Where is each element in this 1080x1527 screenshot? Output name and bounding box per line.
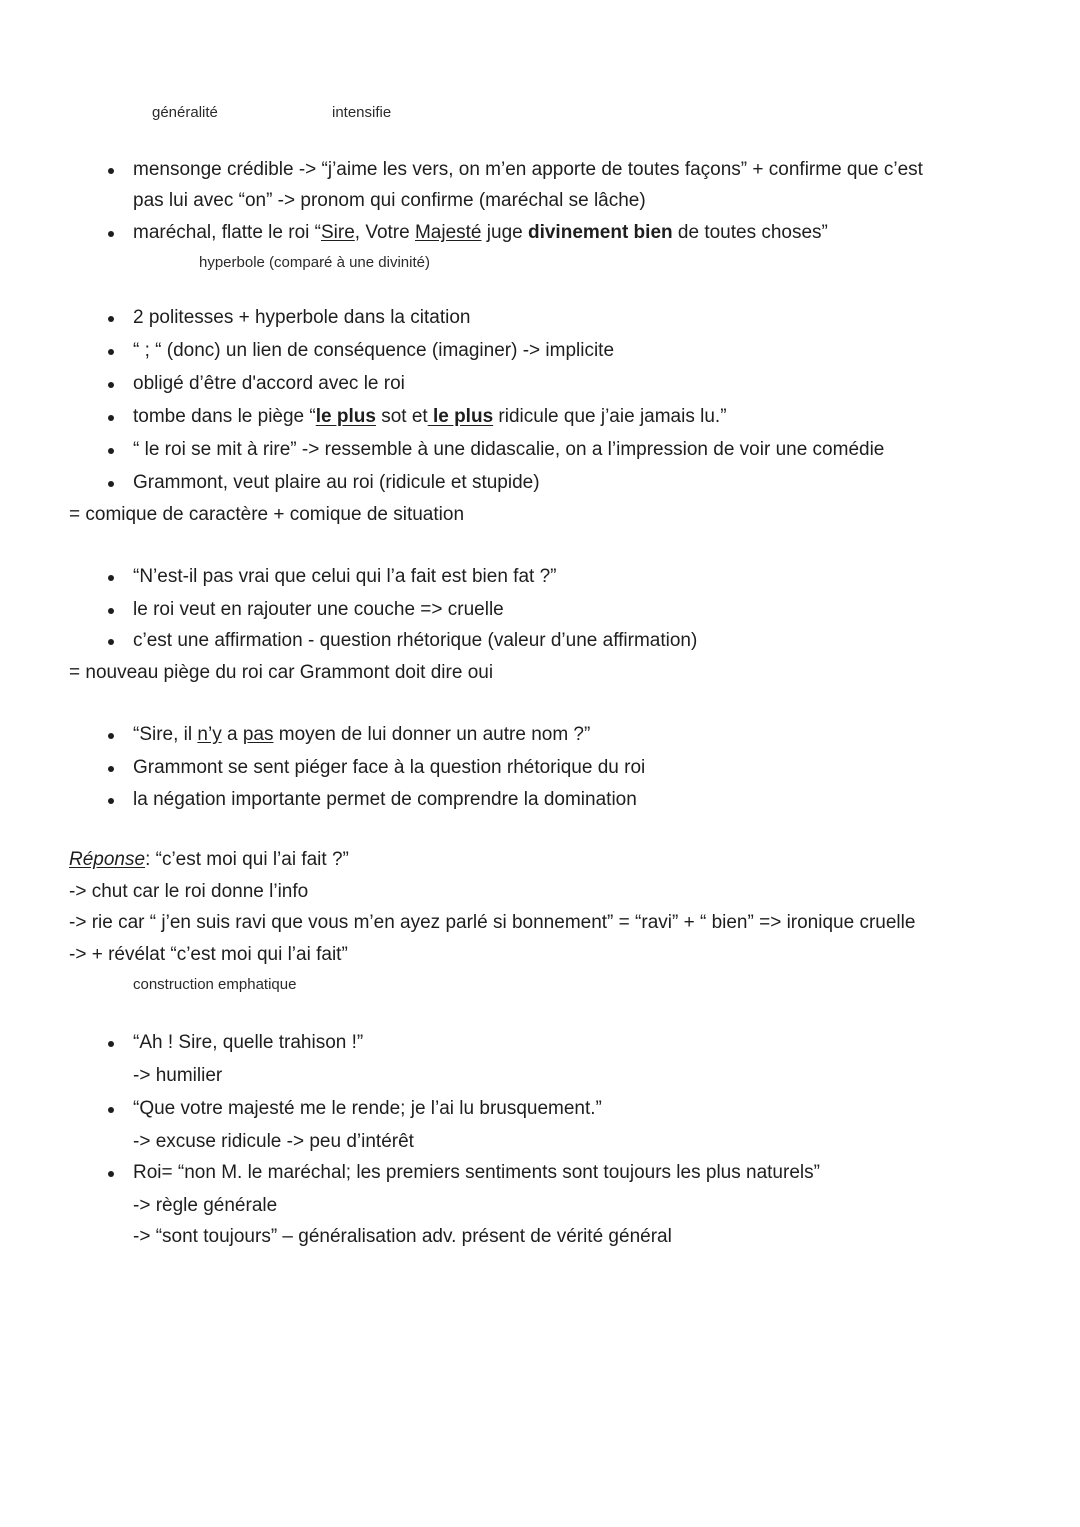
bullet xyxy=(108,415,114,421)
s4-bullet1: “Sire, il n’y a pas moyen de lui donner un autre nom ?” xyxy=(133,724,591,745)
s2-bullet2: “ ; “ (donc) un lien de conséquence (imaginer) -> implicite xyxy=(133,340,615,361)
note-hyperbole: hyperbole (comparé à une divinité) xyxy=(199,254,430,271)
s2-summary: = comique de caractère + comique de situation xyxy=(69,504,465,525)
bullet xyxy=(108,168,114,174)
s3-bullet3: c’est une affirmation - question rhétorique (valeur d’une affirmation) xyxy=(133,630,698,651)
s2-bullet4: tombe dans le piège “le plus sot et le plus ridicule que j’aie jamais lu.” xyxy=(133,406,727,427)
bullet xyxy=(108,481,114,487)
bullet xyxy=(108,448,114,454)
bullet xyxy=(108,349,114,355)
bullet xyxy=(108,1107,114,1113)
bullet xyxy=(108,1171,114,1177)
s1-bullet1-line1: mensonge crédible -> “j’aime les vers, on m’en apporte de toutes façons” + confirme que c’est xyxy=(133,159,923,180)
s3-bullet1: “N’est-il pas vrai que celui qui l’a fait est bien fat ?” xyxy=(133,566,557,587)
reponse-line2: -> chut car le roi donne l’info xyxy=(69,881,309,902)
reponse-line1: Réponse: “c’est moi qui l’ai fait ?” xyxy=(69,849,349,870)
s3-bullet2: le roi veut en rajouter une couche => cruelle xyxy=(133,599,504,620)
s2-bullet1: 2 politesses + hyperbole dans la citation xyxy=(133,307,471,328)
s3-summary: = nouveau piège du roi car Grammont doit dire oui xyxy=(69,662,494,683)
bullet xyxy=(108,733,114,739)
s5-bullet3-sub2: -> “sont toujours” – généralisation adv. présent de vérité général xyxy=(133,1226,672,1247)
bullet xyxy=(108,316,114,322)
s5-bullet1: “Ah ! Sire, quelle trahison !” xyxy=(133,1032,364,1053)
bullet xyxy=(108,231,114,237)
s5-bullet3: Roi= “non M. le maréchal; les premiers sentiments sont toujours les plus naturels” xyxy=(133,1162,820,1183)
s4-bullet3: la négation importante permet de comprendre la domination xyxy=(133,789,637,810)
s5-bullet1-sub: -> humilier xyxy=(133,1065,223,1086)
s5-bullet3-sub1: -> règle générale xyxy=(133,1195,278,1216)
s2-bullet3: obligé d’être d'accord avec le roi xyxy=(133,373,405,394)
s4-bullet2: Grammont se sent piéger face à la question rhétorique du roi xyxy=(133,757,646,778)
bullet xyxy=(108,382,114,388)
note-generalite: généralité xyxy=(152,104,218,121)
s2-bullet6: Grammont, veut plaire au roi (ridicule et stupide) xyxy=(133,472,540,493)
s1-bullet1-line2: pas lui avec “on” -> pronom qui confirme (maréchal se lâche) xyxy=(133,190,646,211)
s2-bullet5: “ le roi se mit à rire” -> ressemble à une didascalie, on a l’impression de voir une comédie xyxy=(133,439,885,460)
note-construction: construction emphatique xyxy=(133,976,297,993)
s1-bullet2: maréchal, flatte le roi “Sire, Votre Majesté juge divinement bien de toutes choses” xyxy=(133,222,828,243)
s5-bullet2-sub: -> excuse ridicule -> peu d’intérêt xyxy=(133,1131,414,1152)
bullet xyxy=(108,1041,114,1047)
bullet xyxy=(108,575,114,581)
bullet xyxy=(108,766,114,772)
s5-bullet2: “Que votre majesté me le rende; je l’ai lu brusquement.” xyxy=(133,1098,602,1119)
note-intensifie: intensifie xyxy=(332,104,392,121)
reponse-line3: -> rie car “ j’en suis ravi que vous m’en ayez parlé si bonnement” = “ravi” + “ bien” => ironique cruelle xyxy=(69,912,916,933)
reponse-line4: -> + révélat “c’est moi qui l’ai fait” xyxy=(69,944,348,965)
bullet xyxy=(108,639,114,645)
bullet xyxy=(108,798,114,804)
bullet xyxy=(108,608,114,614)
